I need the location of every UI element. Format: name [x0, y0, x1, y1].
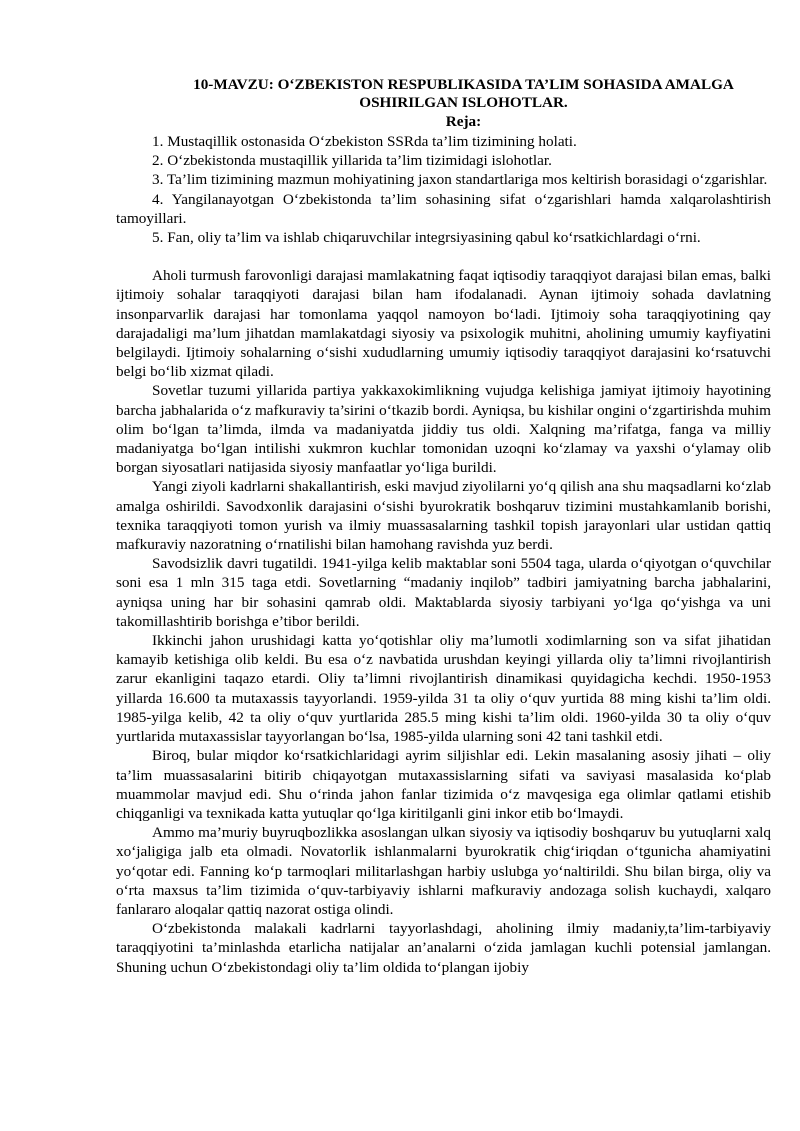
title-line-2: OSHIRILGAN ISLOHOTLAR.	[359, 94, 568, 111]
body-text	[116, 266, 771, 977]
paragraph-7: Ammo ma’muriy buyruqbozlikka asoslangan ulkan siyosiy va iqtisodiy boshqaruv bu yutuqlarni xalq xo‘jaligiga jalb eta olmadi. Novatorlik ishlanmalarni byurokratik chig‘iriqdan o‘tgunicha ahamiyatini yo‘qotar edi. Fanning ko‘p tarmoqlari militarlashgan harbiy uslubga yo‘naltirildi. Shu bilan birga, oliy va o‘rta maxsus ta’lim tizimida o‘quv-tarbiyaviy ishlarni mafkuraviy andozaga solish kuchaydi, xalqaro fanlararo aloqalar qattiq nazorat ostiga olindi.	[116, 824, 771, 918]
paragraph-3: Yangi ziyoli kadrlarni shakallantirish, eski mavjud ziyolilarni yo‘q qilish ana shu maqsadlarni ko‘zlab amalga oshirildi. Savodxonlik darajasini o‘sishi byurokratik boshqaruv tizimini mustahkamlanib borishi, texnika taraqqiyoti tomon yurish va ilmiy muassasalarning tashkil topish jarayonlari ular ustidan qattiq mafkuraviy nazoratning o‘rnatilishi bilan hamohang ravishda yuz berdi.	[116, 478, 771, 554]
paragraph-5: Ikkinchi jahon urushidagi katta yo‘qotishlar oliy ma’lumotli xodimlarning son va sifat jihatidan kamayib ketishiga olib keldi. Bu esa o‘z navbatida urushdan keyingi yillarda oliy ta’limni rivojlantirish zarur ekanligini taqazo etardi. Oliy ta’limni rivojlantirish dinamikasi quyidagicha kechdi. 1950-1953 yillarda 16.600 ta mutaxassis tayyorlandi. 1959-yilda 31 ta oliy o‘quv yurtida 88 ming kishi ta’lim oldi. 1985-yilga kelib, 42 ta oliy o‘quv yurtlarida 285.5 ming kishi ta’lim oldi. 1960-yilda 30 ta oliy o‘quv yurtlarida mutaxassislar tayyorlangan bo‘lsa, 1985-yilda ularning soni 42 tani tashkil etdi.	[116, 632, 771, 746]
document-title	[116, 76, 771, 112]
paragraph-8: O‘zbekistonda malakali kadrlarni tayyorlashdagi, aholining ilmiy madaniy,ta’lim-tarbiyaviy taraqqiyotini ta’minlashda etarlicha natijalar an’analarni o‘zida jamlagan kuchli potensial jamlangan. Shuning uchun O‘zbekistondagi oliy ta’lim oldida to‘plangan ijobiy	[116, 920, 771, 976]
paragraph-2: Sovetlar tuzumi yillarida partiya yakkaxokimlikning vujudga kelishiga jamiyat ijtimoiy hayotining barcha jabhalarida o‘z mafkuraviy ta’sirini o‘tkazib bordi. Ayniqsa, bu kishilar ongini o‘zgartirishda muhim olim bo‘lgan ta’limda, ilmda va madaniyatda jiddiy tus oldi. Xalqning ma’rifatga, fanga va milliy madaniyatga bo‘lgan intilishi xukmron kuchlar tomonidan uzoqni ko‘zlamay va yaxshi o‘ylamay olib borgan siyosatlari natijasida siyosiy manfaatlar yo‘liga burildi.	[116, 382, 771, 477]
title-line-1: 10-MAVZU: O‘ZBEKISTON RESPUBLIKASIDA TA’LIM SOHASIDA AMALGA	[193, 76, 734, 93]
plan-item-5: 5. Fan, oliy ta’lim va ishlab chiqaruvchilar integrsiyasining qabul ko‘rsatkichlardagi o‘rni.	[152, 229, 701, 247]
paragraph-1: Aholi turmush farovonligi darajasi mamlakatning faqat iqtisodiy taraqqiyot darajasi bilan emas, balki ijtimoiy sohalar taraqqiyoti darajasi bilan ham ifodalanadi. Aynan ijtimoiy sohada davlatning insonparvarlik darajasi har tomonlama yaqqol namoyon bo‘ladi. Ijtimoiy soha taraqqiyotining qay darajadaligi ma’lum jihatdan mamlakatdagi siyosiy va psixologik muhitni, aholining umumiy kayfiyatini belgilaydi. Ijtimoiy sohalarning o‘sishi xududlarning umumiy iqtisodiy taraqqiyot darajasini ko‘rsatuvchi belgi bo‘lib xizmat qiladi.	[116, 267, 771, 381]
section-gap	[116, 247, 771, 266]
plan-heading: Reja:	[445, 113, 482, 130]
paragraph-6: Biroq, bular miqdor ko‘rsatkichlaridagi ayrim siljishlar edi. Lekin masalaning asosiy jihati – oliy ta’lim muassasalarini bitirib chiqayotgan mutaxassislarning sifati va saviyasi masalasida ko‘plab muammolar mavjud edi. Shu o‘rinda jahon fanlar tizimida o‘z mavqesiga ega olimlar qatlami etishib chiqganligi va texnikada katta yutuqlar qo‘lga kiritilganli gini inkor etib bo‘lmaydi.	[116, 747, 771, 822]
plan-item-3: 3. Ta’lim tizimining mazmun mohiyatining jaxon standartlariga mos keltirish borasidagi o‘zgarishlar.	[152, 171, 768, 189]
plan-item-1: 1. Mustaqillik ostonasida O‘zbekiston SSRda ta’lim tizimining holati.	[152, 133, 577, 150]
plan-item-2: 2. O‘zbekistonda mustaqillik yillarida ta’lim tizimidagi islohotlar.	[152, 152, 552, 170]
plan-list	[116, 132, 771, 247]
plan-item-4: 4. Yangilanayotgan O‘zbekistonda ta’lim sohasining sifat o‘zgarishlari hamda xalqarolashtirish tamoyillari.	[116, 190, 771, 227]
paragraph-4: Savodsizlik davri tugatildi. 1941-yilga kelib maktablar soni 5504 taga, ularda o‘qiyotgan o‘quvchilar soni esa 1 mln 315 taga etdi. Sovetlarning “madaniy inqilob” tadbiri jamiyatning barcha jabhalarini, ayniqsa uning har bir sohasini qamrab oldi. Maktablarda siyosiy tarbiyani yo‘lga qo‘yishga va uni takomillashtirib borishga e’tibor berildi.	[116, 555, 771, 630]
